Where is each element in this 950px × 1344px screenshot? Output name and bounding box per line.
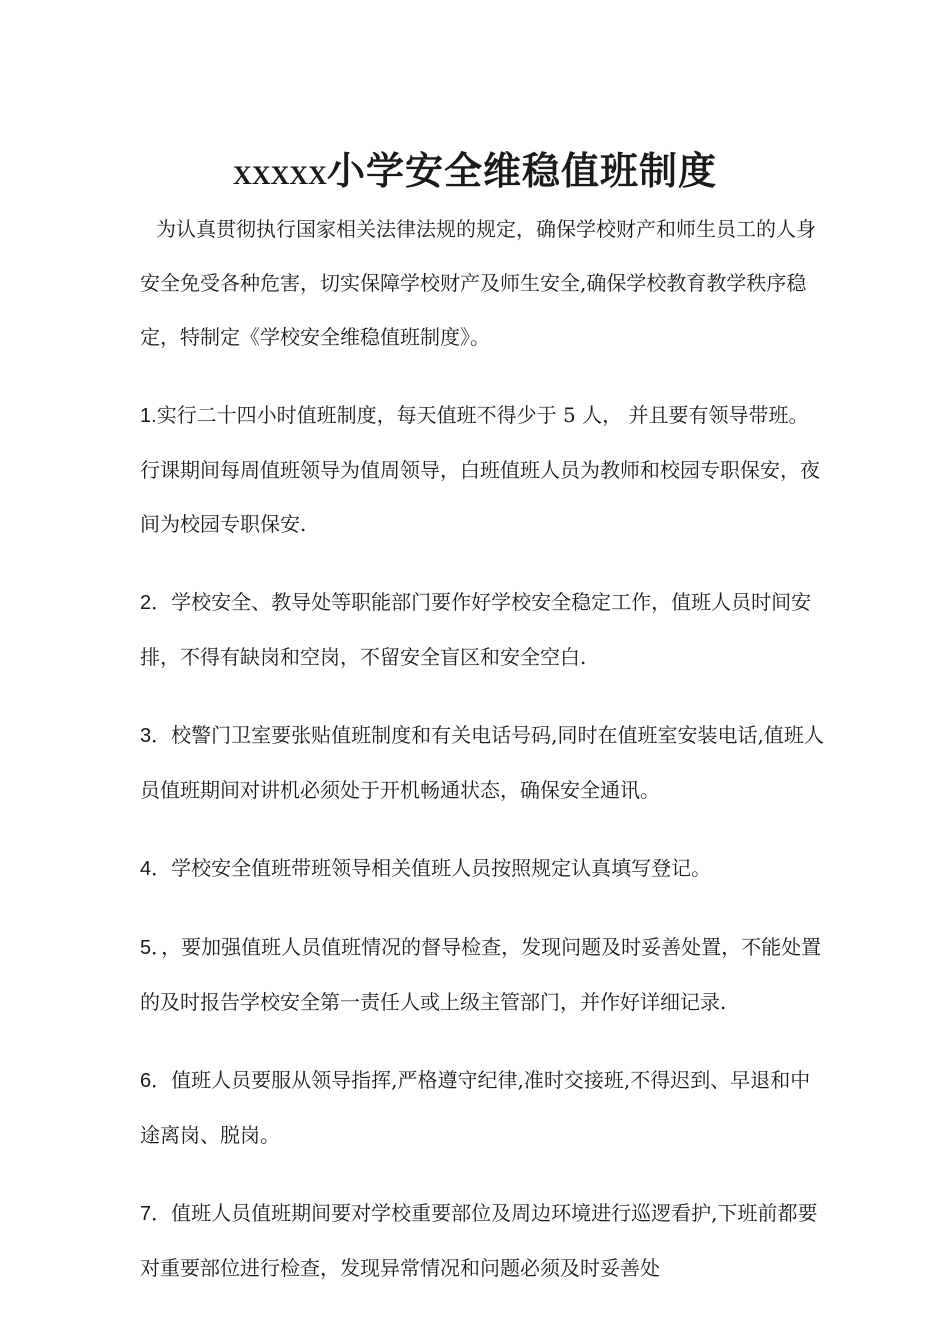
rule-number: 7．	[140, 1203, 172, 1225]
rule-item-5	[140, 920, 825, 1029]
rule-text: 学校安全、教导处等职能部门要作好学校安全稳定工作，值班人员时间安排，不得有缺岗和空岗，不留安全盲区和安全空白.	[140, 590, 812, 669]
rule-text: 值班人员值班期间要对学校重要部位及周边环境进行巡逻看护,下班前都要对重要部位进行检查，发现异常情况和问题必须及时妥善处	[140, 1201, 818, 1280]
rule-item-4	[140, 841, 825, 896]
rule-item-1	[140, 388, 825, 551]
rule-text: 校警门卫室要张贴值班制度和有关电话号码,同时在值班室安装电话,值班人员值班期间对讲机必须处于开机畅通状态，确保安全通讯。	[140, 723, 824, 802]
rule-item-6	[140, 1053, 825, 1162]
rule-number: 1.	[140, 405, 157, 427]
rule-number: 3．	[140, 725, 172, 747]
rule-number: 4．	[140, 858, 172, 880]
rule-text: 值班人员要服从领导指挥,严格遵守纪律,准时交接班,不得迟到、早退和中途离岗、脱岗。	[140, 1068, 811, 1147]
rule-number: 5．	[140, 937, 162, 959]
title-main: 小学安全维稳值班制度	[326, 148, 717, 194]
intro-paragraph: 为认真贯彻执行国家相关法律法规的规定，确保学校财产和师生员工的人身安全免受各种危害，切实保障学校财产及师生安全,确保学校教育教学秩序稳定，特制定《学校安全维稳值班制度》。	[140, 217, 816, 349]
rule-number: 2．	[140, 592, 172, 614]
title-prefix: XXXXX	[233, 161, 327, 191]
document-title	[0, 143, 950, 204]
rule-number: 6．	[140, 1070, 172, 1092]
rule-item-3	[140, 708, 825, 817]
rule-item-2	[140, 575, 825, 684]
rule-item-7	[140, 1186, 825, 1295]
rule-text: 学校安全值班带班领导相关值班人员按照规定认真填写登记。	[171, 856, 712, 880]
document-body	[140, 202, 825, 1319]
rule-text: 实行二十四小时值班制度，每天值班不得少于 5 人， 并且要有领导带班。行课期间每周值班领导为值周领导，白班值班人员为教师和校园专职保安，夜间为校园专职保安.	[140, 403, 820, 536]
rule-text: ，要加强值班人员值班情况的督导检查，发现问题及时妥善处置，不能处置的及时报告学校安全第一责任人或上级主管部门，并作好详细记录.	[140, 935, 822, 1014]
